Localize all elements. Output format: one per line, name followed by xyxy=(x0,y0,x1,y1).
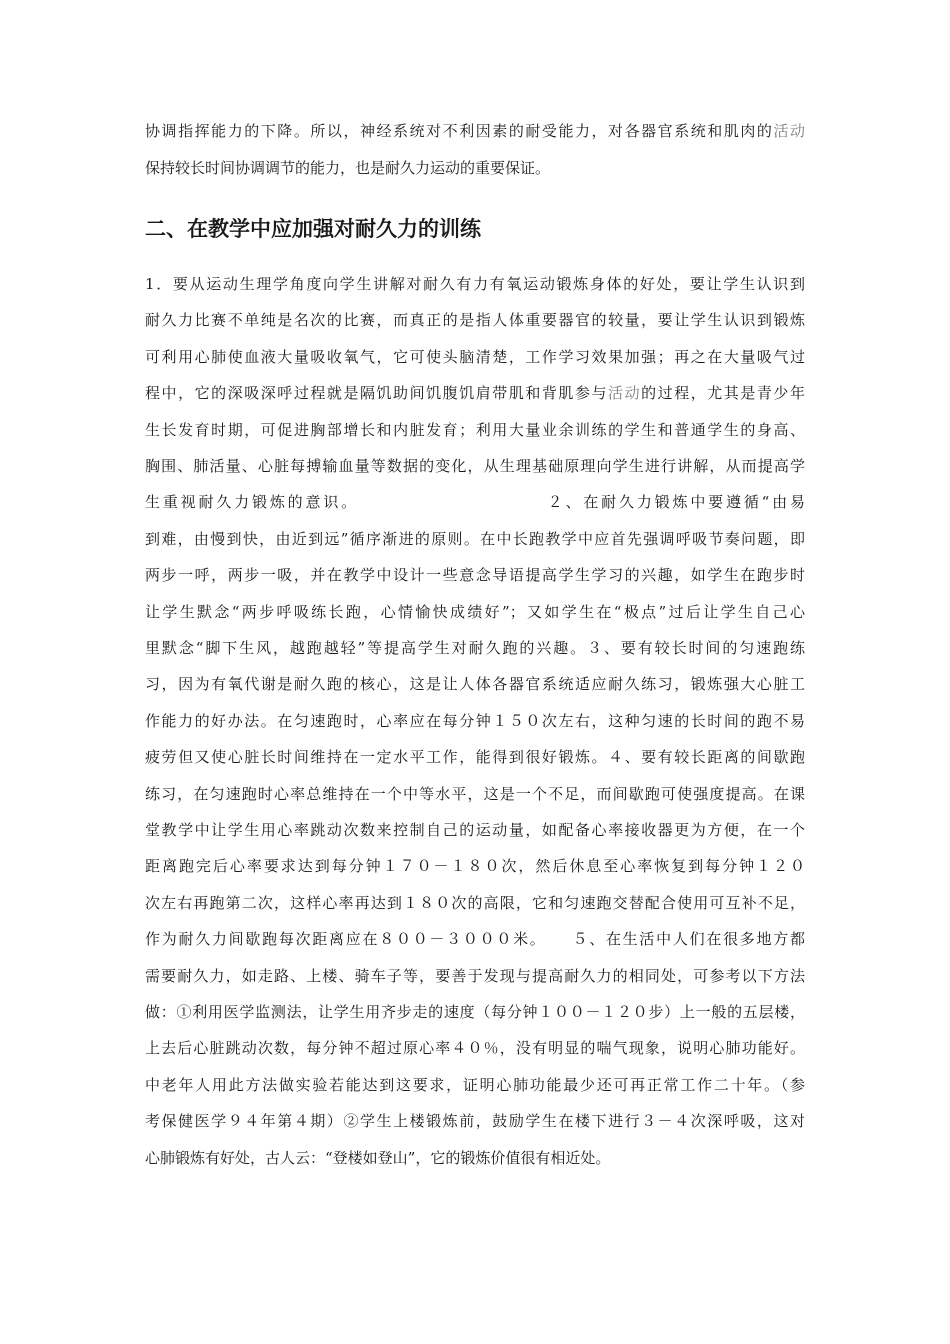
paragraph-line: 做：①利用医学监测法，让学生用齐步走的速度（每分钟１００－１２０步）上一般的五层楼， xyxy=(145,1003,805,1021)
text-run: 协调指挥能力的下降。所以，神经系统对不利因素的耐受能力，对各器官系统和肌肉的 xyxy=(145,122,774,140)
paragraph-line: 考保健医学９４年第４期）②学生上楼锻炼前，鼓励学生在楼下进行３－４次深呼吸，这对 xyxy=(145,1112,805,1130)
paragraph-line: 作为耐久力间歇跑每次距离应在８００－３０００米。 ５、在生活中人们在很多地方都 xyxy=(145,930,805,948)
paragraph-line: 次左右再跑第二次，这样心率再达到１８０次的高限，它和匀速跑交替配合使用可互补不足， xyxy=(145,894,805,912)
paragraph-line: 可利用心肺使血液大量吸收氧气，它可使头脑清楚，工作学习效果加强；再之在大量吸气过 xyxy=(145,348,805,366)
paragraph-line: 耐久力比赛不单纯是名次的比赛，而真正的是指人体重要器官的较量，要让学生认识到锻炼 xyxy=(145,311,805,329)
paragraph-line: 疲劳但又使心脏长时间维持在一定水平工作，能得到很好锻炼。４、要有较长距离的间歇跑 xyxy=(145,748,805,766)
paragraph-line: 习，因为有氧代谢是耐久跑的核心，这是让人体各器官系统适应耐久练习，锻炼强大心脏工 xyxy=(145,675,805,693)
text-run: 程中，它的深吸深呼过程就是隔饥助间饥腹饥肩带肌和背肌参与 xyxy=(145,384,609,402)
paragraph-line: 中老年人用此方法做实验若能达到这要求，证明心肺功能最少还可再正常工作二十年。（参 xyxy=(145,1076,805,1094)
text-run: 的过程，尤其是青少年 xyxy=(641,384,805,402)
paragraph-line: 生重视耐久力锻炼的意识。 ２、在耐久力锻炼中要遵循“由易 xyxy=(145,493,805,511)
activity-link[interactable]: 活动 xyxy=(773,122,805,140)
paragraph-line xyxy=(145,121,805,141)
paragraph-line: 到难，由慢到快，由近到远”循序渐进的原则。在中长跑教学中应首先强调呼吸节奏问题，即 xyxy=(145,530,805,548)
paragraph-line: 练习，在匀速跑时心率总维持在一个中等水平，这是一个不足，而间歇跑可使强度提高。在课 xyxy=(145,785,805,803)
paragraph-line: 1．要从运动生理学角度向学生讲解对耐久有力有氧运动锻炼身体的好处，要让学生认识到 xyxy=(145,275,805,293)
paragraph-line: 距离跑完后心率要求达到每分钟１７０－１８０次，然后休息至心率恢复到每分钟１２０ xyxy=(145,857,805,875)
section-heading: 二、在教学中应加强对耐久力的训练 xyxy=(145,217,481,241)
paragraph-line: 堂教学中让学生用心率跳动次数来控制自己的运动量，如配备心率接收器更为方便，在一个 xyxy=(145,821,805,839)
paragraph-line: 生长发育时期，可促进胸部增长和内脏发育；利用大量业余训练的学生和普通学生的身高、 xyxy=(145,421,805,439)
paragraph-line xyxy=(145,383,805,403)
paragraph-line: 作能力的好办法。在匀速跑时，心率应在每分钟１５０次左右，这种匀速的长时间的跑不易 xyxy=(145,712,805,730)
paragraph-line: 保持较长时间协调调节的能力，也是耐久力运动的重要保证。 xyxy=(145,159,551,177)
activity-link[interactable]: 活动 xyxy=(608,384,642,402)
paragraph-line: 胸围、肺活量、心脏每搏输血量等数据的变化，从生理基础原理向学生进行讲解，从而提高学 xyxy=(145,457,805,475)
paragraph-line: 心肺锻炼有好处，古人云：“登楼如登山”，它的锻炼价值很有相近处。 xyxy=(145,1149,611,1167)
paragraph-line: 需要耐久力，如走路、上楼、骑车子等，要善于发现与提高耐久力的相同处，可参考以下方法 xyxy=(145,967,805,985)
paragraph-line: 让学生默念“两步呼吸练长跑，心情愉快成绩好”；又如学生在“极点”过后让学生自己心 xyxy=(145,603,805,621)
paragraph-line: 上去后心脏跳动次数，每分钟不超过原心率４０％，没有明显的喘气现象，说明心肺功能好。 xyxy=(145,1039,805,1057)
paragraph-line: 里默念“脚下生风，越跑越轻”等提高学生对耐久跑的兴趣。３、要有较长时间的匀速跑练 xyxy=(145,639,805,657)
paragraph-line: 两步一呼，两步一吸，并在教学中设计一些意念导语提高学生学习的兴趣，如学生在跑步时 xyxy=(145,566,805,584)
